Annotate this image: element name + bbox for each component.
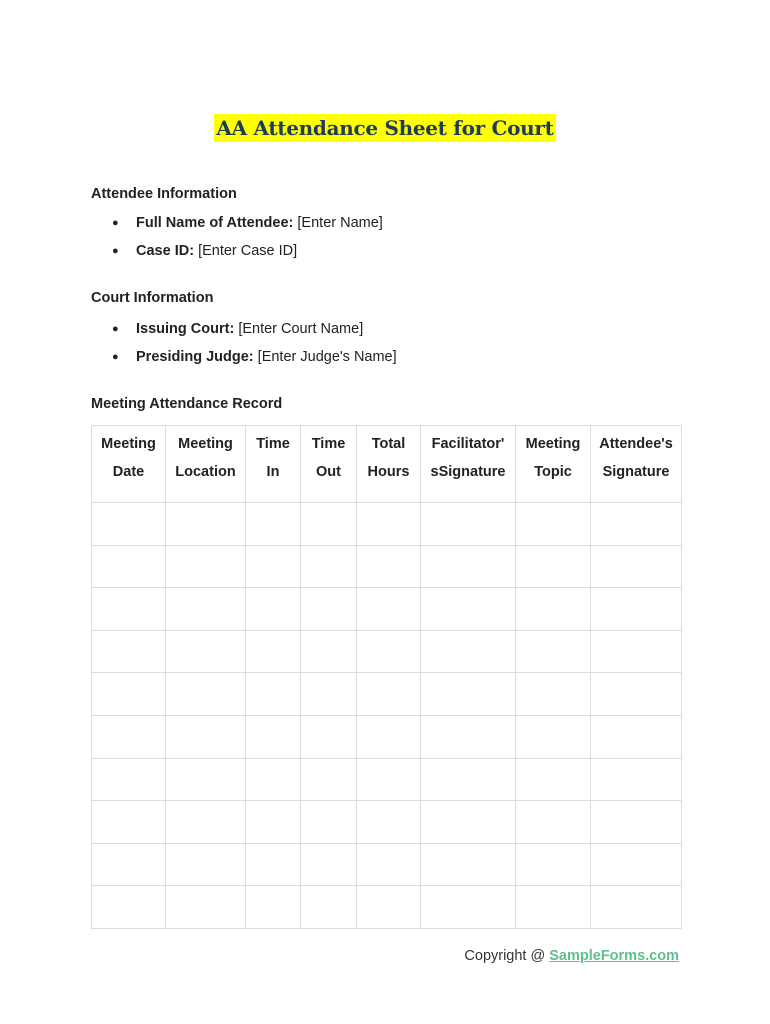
court-info-list <box>112 315 397 371</box>
table-cell[interactable] <box>591 503 682 546</box>
table-cell[interactable] <box>92 886 166 929</box>
table-cell[interactable] <box>301 503 357 546</box>
table-cell[interactable] <box>301 588 357 631</box>
copyright-text: Copyright @ <box>464 948 550 964</box>
table-cell[interactable] <box>301 630 357 673</box>
table-cell[interactable] <box>246 715 301 758</box>
table-cell[interactable] <box>246 758 301 801</box>
table-cell[interactable] <box>357 843 421 886</box>
field-label: Full Name of Attendee: <box>136 215 294 231</box>
column-header-total-hours: Total Hours <box>357 426 421 503</box>
table-cell[interactable] <box>166 630 246 673</box>
table-cell[interactable] <box>301 801 357 844</box>
table-cell[interactable] <box>92 673 166 716</box>
field-label: Issuing Court: <box>136 321 235 337</box>
table-cell[interactable] <box>92 545 166 588</box>
list-item <box>112 315 397 343</box>
table-row <box>92 715 682 758</box>
table-cell[interactable] <box>516 673 591 716</box>
document-title: AA Attendance Sheet for Court <box>216 116 554 140</box>
field-value: [Enter Name] <box>297 215 383 231</box>
field-value: [Enter Judge's Name] <box>257 349 397 365</box>
table-cell[interactable] <box>421 843 516 886</box>
table-cell[interactable] <box>301 886 357 929</box>
table-cell[interactable] <box>92 843 166 886</box>
table-cell[interactable] <box>92 588 166 631</box>
table-cell[interactable] <box>166 545 246 588</box>
table-cell[interactable] <box>246 886 301 929</box>
table-cell[interactable] <box>301 758 357 801</box>
table-cell[interactable] <box>166 673 246 716</box>
table-cell[interactable] <box>516 843 591 886</box>
table-cell[interactable] <box>591 843 682 886</box>
attendance-table <box>91 425 682 929</box>
column-header-meeting-date: Meeting Date <box>92 426 166 503</box>
table-cell[interactable] <box>421 715 516 758</box>
table-body <box>92 503 682 929</box>
bullet-dot-icon: ● <box>112 351 119 363</box>
table-cell[interactable] <box>591 588 682 631</box>
table-row <box>92 588 682 631</box>
table-cell[interactable] <box>246 545 301 588</box>
table-cell[interactable] <box>516 588 591 631</box>
table-cell[interactable] <box>421 588 516 631</box>
field-label: Presiding Judge: <box>136 349 254 365</box>
table-cell[interactable] <box>92 715 166 758</box>
copyright-footer <box>464 948 679 964</box>
table-cell[interactable] <box>591 545 682 588</box>
table-cell[interactable] <box>591 801 682 844</box>
table-cell[interactable] <box>357 503 421 546</box>
bullet-dot-icon: ● <box>112 323 119 335</box>
table-cell[interactable] <box>591 630 682 673</box>
attendee-info-list <box>112 209 383 265</box>
table-cell[interactable] <box>516 630 591 673</box>
column-header-facilitator-signature: Facilitator' sSignature <box>421 426 516 503</box>
table-cell[interactable] <box>246 503 301 546</box>
attendee-info-heading: Attendee Information <box>91 186 237 202</box>
table-cell[interactable] <box>357 758 421 801</box>
list-item <box>112 237 383 265</box>
table-row <box>92 886 682 929</box>
column-header-time-in: Time In <box>246 426 301 503</box>
table-row <box>92 758 682 801</box>
table-cell[interactable] <box>246 588 301 631</box>
table-cell[interactable] <box>357 673 421 716</box>
table-cell[interactable] <box>591 715 682 758</box>
table-cell[interactable] <box>357 801 421 844</box>
table-cell[interactable] <box>421 630 516 673</box>
table-cell[interactable] <box>516 545 591 588</box>
table-cell[interactable] <box>421 801 516 844</box>
table-cell[interactable] <box>92 503 166 546</box>
table-row <box>92 801 682 844</box>
table-cell[interactable] <box>92 758 166 801</box>
attendance-record-heading: Meeting Attendance Record <box>91 396 283 412</box>
field-label: Case ID: <box>136 243 195 259</box>
column-header-time-out: Time Out <box>301 426 357 503</box>
table-cell[interactable] <box>357 545 421 588</box>
list-item <box>112 209 383 237</box>
table-cell[interactable] <box>166 503 246 546</box>
table-cell[interactable] <box>301 715 357 758</box>
table-cell[interactable] <box>421 503 516 546</box>
table-row <box>92 503 682 546</box>
table-cell[interactable] <box>591 886 682 929</box>
sampleforms-link[interactable]: SampleForms.com <box>549 948 679 964</box>
table-cell[interactable] <box>166 843 246 886</box>
table-cell[interactable] <box>357 630 421 673</box>
table-cell[interactable] <box>166 588 246 631</box>
bullet-dot-icon: ● <box>112 245 119 257</box>
table-row <box>92 673 682 716</box>
table-cell[interactable] <box>516 715 591 758</box>
table-cell[interactable] <box>357 715 421 758</box>
table-cell[interactable] <box>301 843 357 886</box>
table-cell[interactable] <box>92 630 166 673</box>
title-container <box>0 114 770 142</box>
court-info-heading: Court Information <box>91 290 214 306</box>
column-header-attendee-signature: Attendee's Signature <box>591 426 682 503</box>
table-cell[interactable] <box>516 801 591 844</box>
table-cell[interactable] <box>591 673 682 716</box>
table-cell[interactable] <box>301 545 357 588</box>
column-header-meeting-location: Meeting Location <box>166 426 246 503</box>
field-value: [Enter Case ID] <box>198 243 298 259</box>
table-cell[interactable] <box>516 886 591 929</box>
table-cell[interactable] <box>246 673 301 716</box>
table-row <box>92 630 682 673</box>
table-cell[interactable] <box>246 843 301 886</box>
list-item <box>112 343 397 371</box>
table-cell[interactable] <box>421 758 516 801</box>
table-cell[interactable] <box>166 758 246 801</box>
column-header-meeting-topic: Meeting Topic <box>516 426 591 503</box>
table-cell[interactable] <box>301 673 357 716</box>
field-value: [Enter Court Name] <box>238 321 364 337</box>
table-row <box>92 545 682 588</box>
table-cell[interactable] <box>92 801 166 844</box>
table-cell[interactable] <box>246 801 301 844</box>
bullet-dot-icon: ● <box>112 217 119 229</box>
table-cell[interactable] <box>421 886 516 929</box>
table-cell[interactable] <box>421 545 516 588</box>
table-cell[interactable] <box>516 503 591 546</box>
table-cell[interactable] <box>166 801 246 844</box>
table-cell[interactable] <box>166 886 246 929</box>
table-cell[interactable] <box>516 758 591 801</box>
table-cell[interactable] <box>166 715 246 758</box>
table-cell[interactable] <box>357 886 421 929</box>
table-cell[interactable] <box>421 673 516 716</box>
table-cell[interactable] <box>591 758 682 801</box>
table-row <box>92 843 682 886</box>
table-header-row <box>92 426 682 503</box>
table-cell[interactable] <box>357 588 421 631</box>
table-cell[interactable] <box>246 630 301 673</box>
